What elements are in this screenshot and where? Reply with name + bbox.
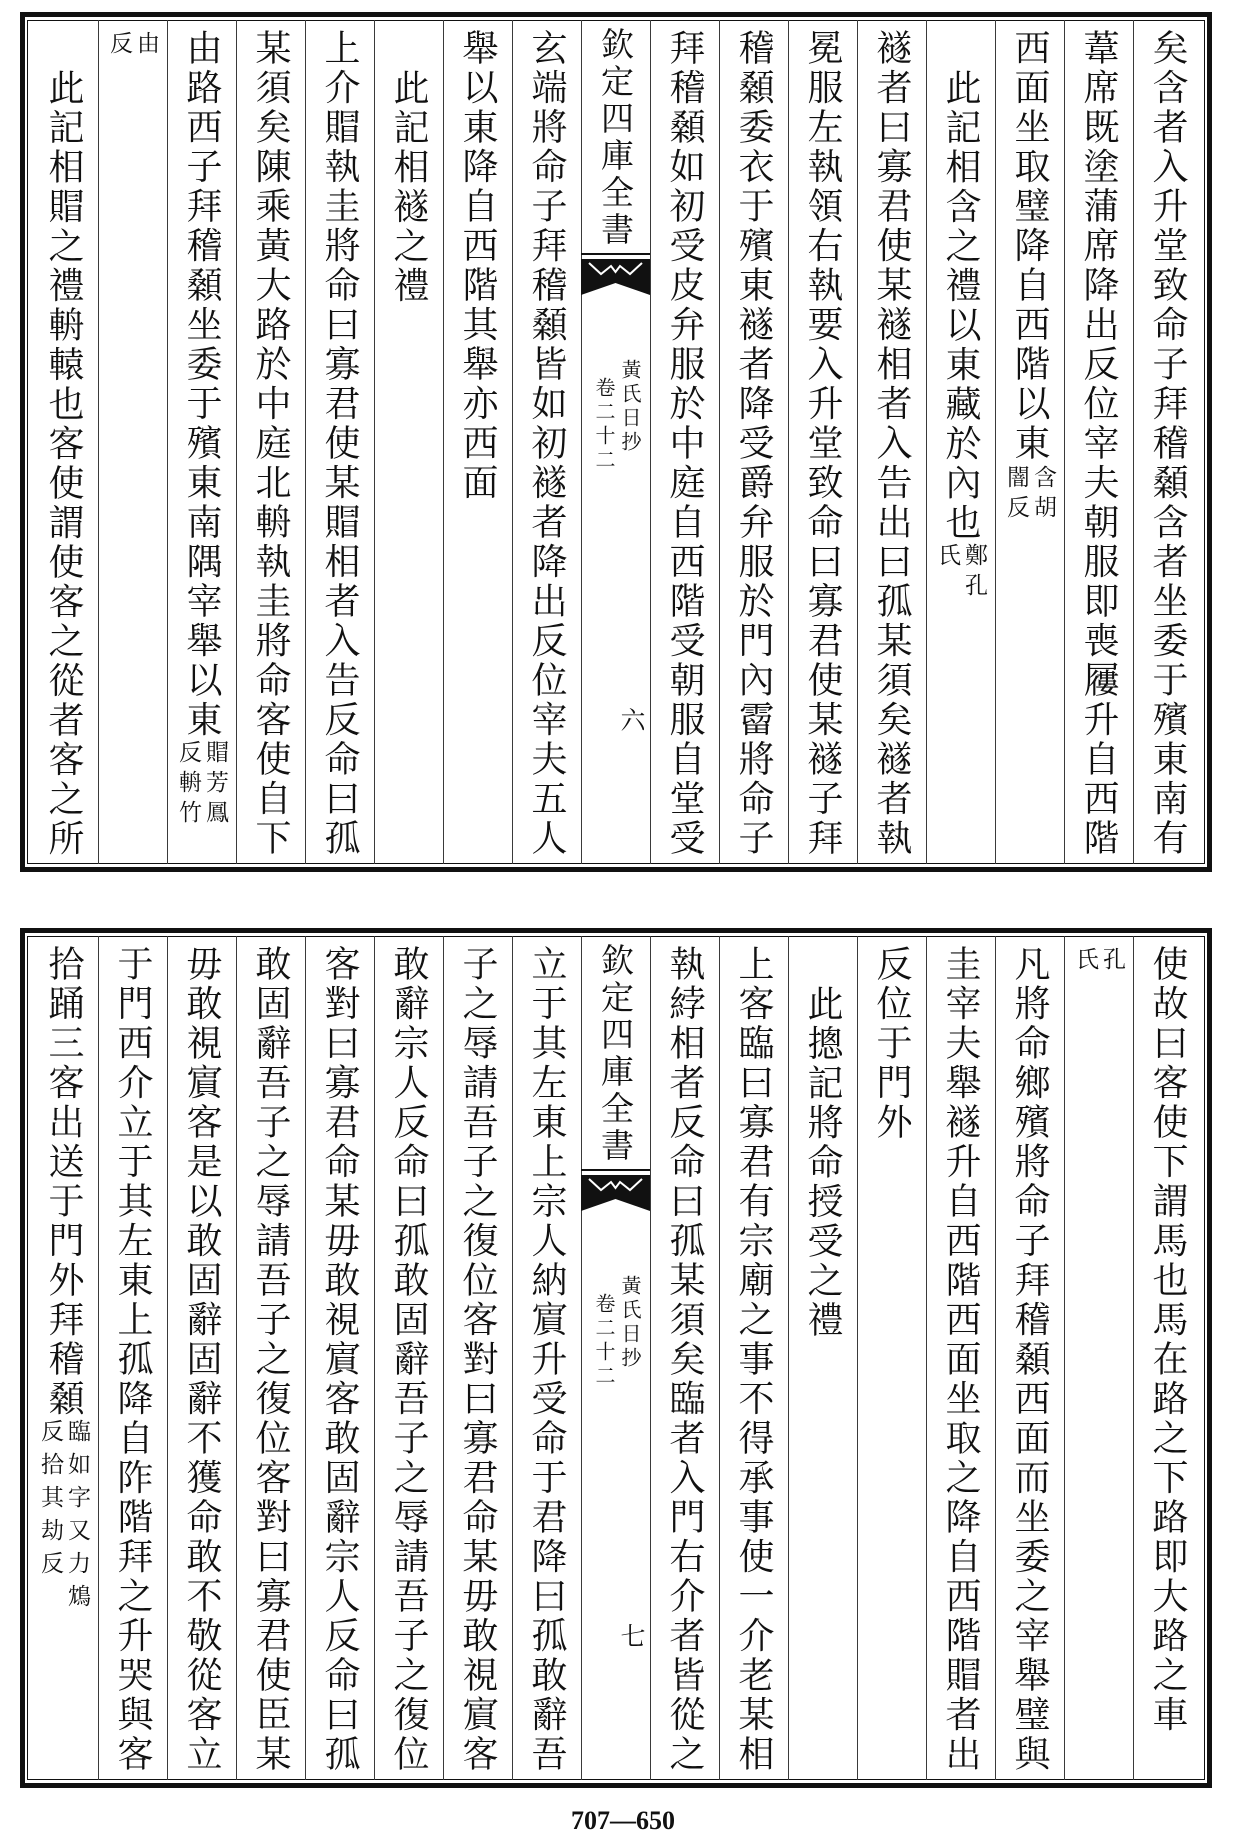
text-column: 圭宰夫舉襚升自西階西面坐取之降自西階賵者出 (940, 945, 981, 1775)
annotation-note-left: 闇反 (1003, 465, 1029, 525)
annotation-note-left: 氏 (934, 543, 960, 573)
annotation-note-left: 反 (106, 31, 132, 61)
text-column: 毋敢視賔客是以敢固辭固辭不獲命敢不敬從客立 (181, 945, 222, 1775)
text-column: 西面坐取璧降自西階以東 (1009, 29, 1050, 464)
text-column: 拾踊三客出送于門外拜稽顙 (43, 945, 84, 1419)
annotation-note-right: 含胡 (1030, 465, 1056, 525)
text-column: 拜稽顙如初受皮弁服於中庭自西階受朝服自堂受 (664, 29, 705, 859)
text-column: 冕服左執領右執要入升堂致命曰寡君使某襚子拜 (802, 29, 843, 859)
fold-book-title: 黃氏日抄 (618, 1275, 642, 1371)
lower-page (20, 928, 1212, 1788)
annotation-note-right: 由 (133, 31, 159, 61)
upper-page (20, 12, 1212, 872)
text-column: 矣含者入升堂致命子拜稽顙含者坐委于殯東南有 (1147, 29, 1188, 859)
fold-book-title: 黃氏日抄 (618, 359, 642, 455)
text-column: 子之辱請吾子之復位客對曰寡君命某毋敢視賔客 (457, 945, 498, 1775)
text-column: 立于其左東上宗人納賔升受命于君降曰孤敢辭吾 (526, 945, 567, 1775)
text-column: 舉以東降自西階其舉亦西面 (457, 29, 498, 503)
text-column: 襚者曰寡君使某襚相者入告出曰孤某須矣襚者執 (871, 29, 912, 859)
commentary-column: 此摠記將命授受之禮 (802, 984, 843, 1340)
fishtail-ornament (581, 253, 650, 297)
annotation-note-left: 反輈竹 (175, 740, 201, 830)
annotation-note-right: 臨如字又力鴆 (64, 1419, 90, 1617)
text-column: 上介賵執圭將命曰寡君使某賵相者入告反命曰孤 (319, 29, 360, 859)
fold-volume: 卷二十二 (592, 1293, 616, 1389)
text-column: 由路西子拜稽顙坐委于殯東南隅宰舉以東 (181, 29, 222, 740)
text-column: 客對曰寡君命某毋敢視賔客敢固辭宗人反命曰孤 (319, 945, 360, 1775)
text-column: 執綍相者反命曰孤某須矣臨者入門右介者皆從之 (664, 945, 705, 1775)
annotation-note-right: 賵芳鳳 (202, 740, 228, 830)
commentary-column: 此記相含之禮以東藏於內也 (940, 68, 981, 543)
folio-number: 六 (617, 707, 646, 732)
column-rule (1064, 936, 1065, 1780)
annotation-note-right: 鄭孔 (961, 543, 987, 603)
catalog-number: 707—650 (571, 1806, 675, 1835)
column-rule (98, 20, 99, 864)
commentary-column: 此記相賵之禮輈轅也客使謂使客之從者客之所 (43, 68, 84, 859)
text-column: 玄端將命子拜稽顙皆如初襚者降出反位宰夫五人 (526, 29, 567, 859)
text-column: 某須矣陳乘黃大路於中庭北輈執圭將命客使自下 (250, 29, 291, 859)
text-column: 敢固辭吾子之辱請吾子之復位客對曰寡君使臣某 (250, 945, 291, 1775)
text-column: 反位于門外 (871, 945, 912, 1143)
text-column: 于門西介立于其左東上孤降自阼階拜之升哭與客 (112, 945, 153, 1775)
annotation-note-left: 氏 (1072, 947, 1098, 977)
text-column: 葦席既塗蒲席降出反位宰夫朝服即喪屨升自西階 (1078, 29, 1119, 859)
commentary-column: 此記相襚之禮 (388, 68, 429, 306)
text-column: 上客臨曰寡君有宗廟之事不得承事使一介老某相 (733, 945, 774, 1775)
text-column: 稽顙委衣于殯東襚者降受爵弁服於門內霤將命子 (733, 29, 774, 859)
text-column: 使故曰客使下謂馬也馬在路之下路即大路之車 (1147, 945, 1188, 1735)
fishtail-ornament (581, 1169, 650, 1213)
text-column: 凡將命鄉殯將命子拜稽顙西面而坐委之宰舉璧與 (1009, 945, 1050, 1775)
text-column: 敢辭宗人反命曰孤敢固辭吾子之辱請吾子之復位 (388, 945, 429, 1775)
folio-number: 七 (617, 1623, 646, 1648)
fold-title: 欽定四庫全書 (596, 943, 635, 1165)
fold-volume: 卷二十二 (592, 377, 616, 473)
fold-title: 欽定四庫全書 (596, 27, 635, 249)
annotation-note-right: 孔 (1099, 947, 1125, 977)
annotation-note-left: 反拾其劫反 (37, 1419, 63, 1584)
